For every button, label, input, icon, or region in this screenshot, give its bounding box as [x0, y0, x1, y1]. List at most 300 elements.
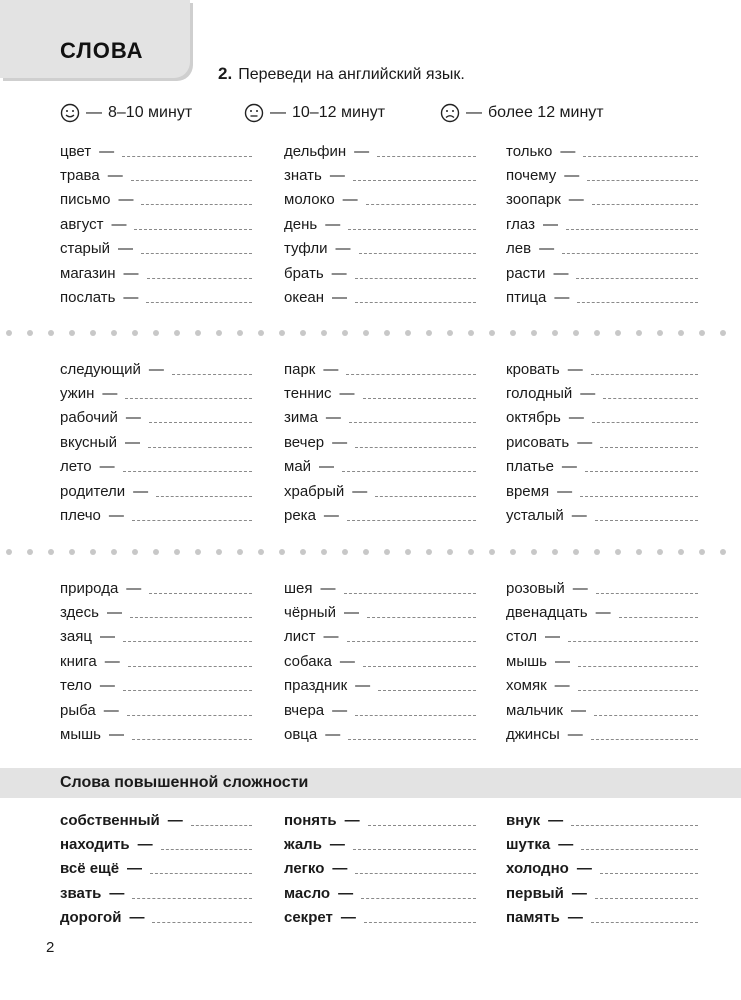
separator-dot: [384, 549, 390, 555]
russian-word: праздник: [284, 677, 348, 695]
answer-line[interactable]: [585, 471, 698, 472]
dash: —: [567, 726, 583, 744]
answer-line[interactable]: [348, 739, 476, 740]
separator-dot: [468, 549, 474, 555]
word-row: [506, 212, 698, 236]
answer-line[interactable]: [591, 739, 698, 740]
word-row: [506, 163, 698, 187]
separator-dot: [426, 549, 432, 555]
dash: —: [354, 142, 370, 160]
separator-dot: [279, 330, 285, 336]
russian-word: вкусный: [60, 433, 117, 451]
word-row: [60, 139, 252, 163]
answer-line[interactable]: [146, 302, 252, 303]
separator-dot: [6, 549, 12, 555]
answer-line[interactable]: [347, 641, 476, 642]
russian-word: день: [284, 215, 318, 233]
word-row: [506, 600, 698, 624]
answer-line[interactable]: [348, 229, 476, 230]
answer-line[interactable]: [132, 739, 252, 740]
word-row: [60, 455, 252, 479]
word-row: [506, 357, 698, 381]
answer-line[interactable]: [562, 253, 698, 254]
word-row: [284, 674, 476, 698]
separator-dot: [510, 549, 516, 555]
separator-dot: [678, 549, 684, 555]
answer-line[interactable]: [123, 690, 252, 691]
russian-word: шея: [284, 579, 313, 597]
answer-line[interactable]: [578, 690, 698, 691]
answer-line[interactable]: [141, 204, 252, 205]
answer-line[interactable]: [353, 180, 476, 181]
russian-word: книга: [60, 652, 97, 670]
word-row: [284, 285, 476, 309]
word-row: [506, 430, 698, 454]
dash: —: [554, 289, 570, 307]
dash: —: [567, 360, 583, 378]
dash: —: [339, 385, 355, 403]
word-row: [60, 381, 252, 405]
russian-word: расти: [506, 264, 546, 282]
russian-word: мышь: [506, 652, 547, 670]
word-row: [506, 857, 698, 881]
dash: —: [332, 860, 348, 878]
word-column: [506, 576, 698, 747]
separator-dot: [27, 549, 33, 555]
russian-word: родители: [60, 482, 126, 500]
dash: —: [323, 360, 339, 378]
word-row: [506, 503, 698, 527]
russian-word: лист: [284, 628, 316, 646]
separator-dot: [153, 330, 159, 336]
answer-line[interactable]: [123, 641, 252, 642]
russian-word: дорогой: [60, 909, 122, 927]
dash: —: [106, 604, 122, 622]
answer-line[interactable]: [346, 374, 476, 375]
russian-word: холодно: [506, 860, 569, 878]
word-row: [60, 808, 252, 832]
answer-line[interactable]: [161, 849, 252, 850]
separator-dot: [111, 549, 117, 555]
separator-dot: [426, 330, 432, 336]
russian-word: парк: [284, 360, 316, 378]
answer-line[interactable]: [591, 922, 698, 923]
answer-line[interactable]: [364, 922, 476, 923]
dash: —: [102, 385, 118, 403]
legend-item-slow: — более 12 минут: [440, 103, 604, 123]
word-row: [506, 406, 698, 430]
dash: —: [167, 811, 183, 829]
answer-line[interactable]: [172, 374, 252, 375]
answer-line[interactable]: [344, 593, 477, 594]
separator-dot: [594, 330, 600, 336]
word-row: [60, 674, 252, 698]
answer-line[interactable]: [580, 496, 698, 497]
answer-line[interactable]: [595, 898, 698, 899]
russian-word: вечер: [284, 433, 325, 451]
word-row: [506, 832, 698, 856]
word-row: [60, 857, 252, 881]
russian-word: легко: [284, 860, 325, 878]
separator-dot: [90, 549, 96, 555]
russian-word: следующий: [60, 360, 141, 378]
answer-line[interactable]: [355, 715, 476, 716]
separator-dot: [405, 549, 411, 555]
answer-line[interactable]: [191, 825, 252, 826]
russian-word: трава: [60, 167, 100, 185]
word-row: [506, 188, 698, 212]
answer-line[interactable]: [141, 253, 252, 254]
word-row: [284, 479, 476, 503]
russian-word: зима: [284, 409, 318, 427]
separator-dot: [321, 330, 327, 336]
separator-dot: [69, 549, 75, 555]
word-row: [506, 649, 698, 673]
word-row: [60, 649, 252, 673]
answer-line[interactable]: [127, 715, 252, 716]
answer-line[interactable]: [149, 593, 252, 594]
answer-line[interactable]: [363, 398, 477, 399]
russian-word: молоко: [284, 191, 335, 209]
russian-word: хомяк: [506, 677, 547, 695]
russian-word: понять: [284, 811, 337, 829]
word-row: [284, 625, 476, 649]
answer-line[interactable]: [576, 278, 698, 279]
word-row: [506, 808, 698, 832]
answer-line[interactable]: [355, 873, 476, 874]
word-row: [284, 237, 476, 261]
word-row: [284, 649, 476, 673]
answer-line[interactable]: [149, 422, 252, 423]
answer-line[interactable]: [147, 278, 252, 279]
russian-word: звать: [60, 884, 102, 902]
answer-line[interactable]: [600, 447, 698, 448]
answer-line[interactable]: [591, 374, 698, 375]
word-column: [506, 808, 698, 930]
answer-line[interactable]: [571, 825, 698, 826]
sad-face-icon: [440, 103, 460, 123]
answer-line[interactable]: [355, 302, 476, 303]
dash: —: [570, 701, 586, 719]
separator-dot: [132, 330, 138, 336]
hard-words-title: Слова повышенной сложности: [60, 774, 309, 791]
word-column: [506, 357, 698, 528]
separator-dot: [237, 330, 243, 336]
dash: —: [148, 360, 164, 378]
dash: —: [339, 652, 355, 670]
answer-line[interactable]: [150, 873, 252, 874]
separator-dot: [531, 330, 537, 336]
answer-line[interactable]: [596, 593, 698, 594]
russian-word: рисовать: [506, 433, 570, 451]
russian-word: собственный: [60, 811, 160, 829]
dash: —: [108, 507, 124, 525]
answer-line[interactable]: [377, 156, 476, 157]
answer-line[interactable]: [134, 229, 252, 230]
answer-line[interactable]: [359, 253, 476, 254]
word-row: [284, 857, 476, 881]
word-row: [60, 698, 252, 722]
separator-dot: [6, 330, 12, 336]
answer-line[interactable]: [603, 398, 698, 399]
smile-icon: [60, 103, 80, 123]
word-row: [506, 576, 698, 600]
answer-line[interactable]: [130, 617, 252, 618]
dash: —: [332, 701, 348, 719]
russian-word: усталый: [506, 507, 564, 525]
word-row: [60, 285, 252, 309]
answer-line[interactable]: [347, 520, 476, 521]
russian-word: птица: [506, 289, 547, 307]
dash: —: [544, 628, 560, 646]
russian-word: старый: [60, 240, 111, 258]
word-row: [284, 808, 476, 832]
answer-line[interactable]: [578, 666, 698, 667]
dash: —: [99, 677, 115, 695]
answer-line[interactable]: [132, 898, 252, 899]
section-title: СЛОВА: [60, 38, 144, 63]
answer-line[interactable]: [375, 496, 476, 497]
word-row: [60, 163, 252, 187]
dash: —: [561, 458, 577, 476]
dash: —: [127, 860, 143, 878]
russian-word: брать: [284, 264, 324, 282]
separator-dot: [279, 549, 285, 555]
separator-dot: [342, 549, 348, 555]
dash: —: [325, 409, 341, 427]
word-row: [284, 406, 476, 430]
answer-line[interactable]: [355, 278, 476, 279]
answer-line[interactable]: [355, 447, 476, 448]
answer-line[interactable]: [128, 666, 252, 667]
dash: —: [571, 884, 587, 902]
russian-word: рабочий: [60, 409, 118, 427]
dash: —: [137, 836, 153, 854]
separator-dot: [636, 549, 642, 555]
russian-word: время: [506, 482, 550, 500]
russian-word: двенадцать: [506, 604, 588, 622]
answer-line[interactable]: [123, 471, 252, 472]
dotted-separator: [0, 549, 741, 555]
russian-word: кровать: [506, 360, 560, 378]
russian-word: послать: [60, 289, 116, 307]
dash: —: [123, 264, 139, 282]
separator-dot: [48, 549, 54, 555]
word-row: [506, 881, 698, 905]
russian-word: розовый: [506, 579, 565, 597]
separator-dot: [720, 330, 726, 336]
answer-line[interactable]: [349, 422, 476, 423]
dash: —: [564, 167, 580, 185]
separator-dot: [678, 330, 684, 336]
russian-word: дельфин: [284, 142, 347, 160]
dash: —: [539, 240, 555, 258]
russian-word: здесь: [60, 604, 99, 622]
russian-word: всё ещё: [60, 860, 120, 878]
separator-dot: [489, 330, 495, 336]
dash: —: [99, 458, 115, 476]
answer-line[interactable]: [148, 447, 252, 448]
word-row: [284, 139, 476, 163]
word-row: [60, 600, 252, 624]
answer-line[interactable]: [367, 617, 476, 618]
separator-dot: [216, 549, 222, 555]
russian-word: тело: [60, 677, 92, 695]
russian-word: почему: [506, 167, 557, 185]
dash: —: [329, 836, 345, 854]
word-row: [284, 381, 476, 405]
answer-line[interactable]: [368, 825, 476, 826]
russian-word: вчера: [284, 701, 325, 719]
word-row: [284, 430, 476, 454]
dash: —: [104, 652, 120, 670]
word-row: [506, 479, 698, 503]
answer-line[interactable]: [361, 898, 476, 899]
dash: —: [319, 458, 335, 476]
dash: —: [572, 579, 588, 597]
dash: —: [118, 240, 134, 258]
word-row: [506, 455, 698, 479]
dash: —: [595, 604, 611, 622]
answer-line[interactable]: [577, 302, 698, 303]
answer-line[interactable]: [125, 398, 252, 399]
word-row: [284, 455, 476, 479]
russian-word: секрет: [284, 909, 333, 927]
word-row: [60, 881, 252, 905]
answer-line[interactable]: [353, 849, 476, 850]
word-row: [506, 722, 698, 746]
dash: —: [580, 385, 596, 403]
word-row: [60, 832, 252, 856]
separator-dot: [720, 549, 726, 555]
separator-dot: [153, 549, 159, 555]
task-instruction: [218, 64, 465, 84]
word-row: [60, 406, 252, 430]
answer-line[interactable]: [592, 204, 698, 205]
russian-word: август: [60, 215, 104, 233]
word-row: [60, 212, 252, 236]
answer-line[interactable]: [581, 849, 698, 850]
answer-line[interactable]: [152, 922, 252, 923]
word-row: [284, 163, 476, 187]
russian-word: знать: [284, 167, 322, 185]
separator-dot: [384, 330, 390, 336]
dash: —: [320, 579, 336, 597]
separator-dot: [657, 549, 663, 555]
dash: —: [99, 142, 115, 160]
answer-line[interactable]: [363, 666, 476, 667]
dash: —: [560, 142, 576, 160]
word-column: [60, 576, 252, 747]
separator-dot: [573, 549, 579, 555]
dash: —: [343, 604, 359, 622]
russian-word: теннис: [284, 385, 332, 403]
russian-word: стол: [506, 628, 537, 646]
word-column: [60, 808, 252, 930]
separator-dot: [615, 549, 621, 555]
separator-dot: [657, 330, 663, 336]
dash: —: [554, 677, 570, 695]
separator-dot: [552, 549, 558, 555]
dash: —: [567, 909, 583, 927]
dash: —: [325, 215, 341, 233]
word-row: [60, 430, 252, 454]
word-row: [284, 357, 476, 381]
answer-line[interactable]: [568, 641, 698, 642]
word-row: [284, 576, 476, 600]
dash: —: [123, 289, 139, 307]
answer-line[interactable]: [132, 520, 252, 521]
russian-word: туфли: [284, 240, 328, 258]
russian-word: глаз: [506, 215, 535, 233]
answer-line[interactable]: [342, 471, 476, 472]
word-column: [284, 357, 476, 528]
answer-line[interactable]: [587, 180, 698, 181]
separator-dot: [342, 330, 348, 336]
separator-dot: [195, 330, 201, 336]
word-row: [60, 576, 252, 600]
answer-line[interactable]: [592, 422, 698, 423]
word-row: [506, 698, 698, 722]
dash: —: [352, 482, 368, 500]
word-row: [284, 212, 476, 236]
answer-line[interactable]: [378, 690, 476, 691]
separator-dot: [615, 330, 621, 336]
separator-dot: [174, 330, 180, 336]
answer-line[interactable]: [594, 715, 698, 716]
dash: —: [129, 909, 145, 927]
russian-word: плечо: [60, 507, 101, 525]
answer-line[interactable]: [366, 204, 476, 205]
dash: —: [342, 191, 358, 209]
word-row: [284, 600, 476, 624]
word-row: [60, 357, 252, 381]
dotted-separator: [0, 330, 741, 336]
neutral-face-icon: [244, 103, 264, 123]
dash: —: [554, 652, 570, 670]
answer-line[interactable]: [131, 180, 252, 181]
answer-line[interactable]: [156, 496, 252, 497]
time-legend: [60, 103, 700, 127]
dash: —: [108, 726, 124, 744]
answer-line[interactable]: [122, 156, 252, 157]
answer-line[interactable]: [619, 617, 698, 618]
dash: —: [103, 701, 119, 719]
word-row: [506, 906, 698, 930]
answer-line[interactable]: [600, 873, 698, 874]
russian-word: лев: [506, 240, 532, 258]
dash: —: [111, 215, 127, 233]
word-column: [60, 139, 252, 310]
answer-line[interactable]: [595, 520, 698, 521]
dash: —: [576, 860, 592, 878]
separator-dot: [300, 549, 306, 555]
word-row: [60, 906, 252, 930]
task-text: Переведи на английский язык.: [238, 66, 465, 83]
russian-word: цвет: [60, 142, 92, 160]
russian-word: собака: [284, 652, 332, 670]
answer-line[interactable]: [583, 156, 698, 157]
page-number: 2: [46, 939, 55, 956]
word-row: [506, 674, 698, 698]
word-row: [60, 722, 252, 746]
word-row: [506, 139, 698, 163]
answer-line[interactable]: [566, 229, 698, 230]
legend-item-fast: — 8–10 минут: [60, 103, 192, 123]
dash: —: [340, 909, 356, 927]
dash: —: [332, 433, 348, 451]
separator-dot: [195, 549, 201, 555]
